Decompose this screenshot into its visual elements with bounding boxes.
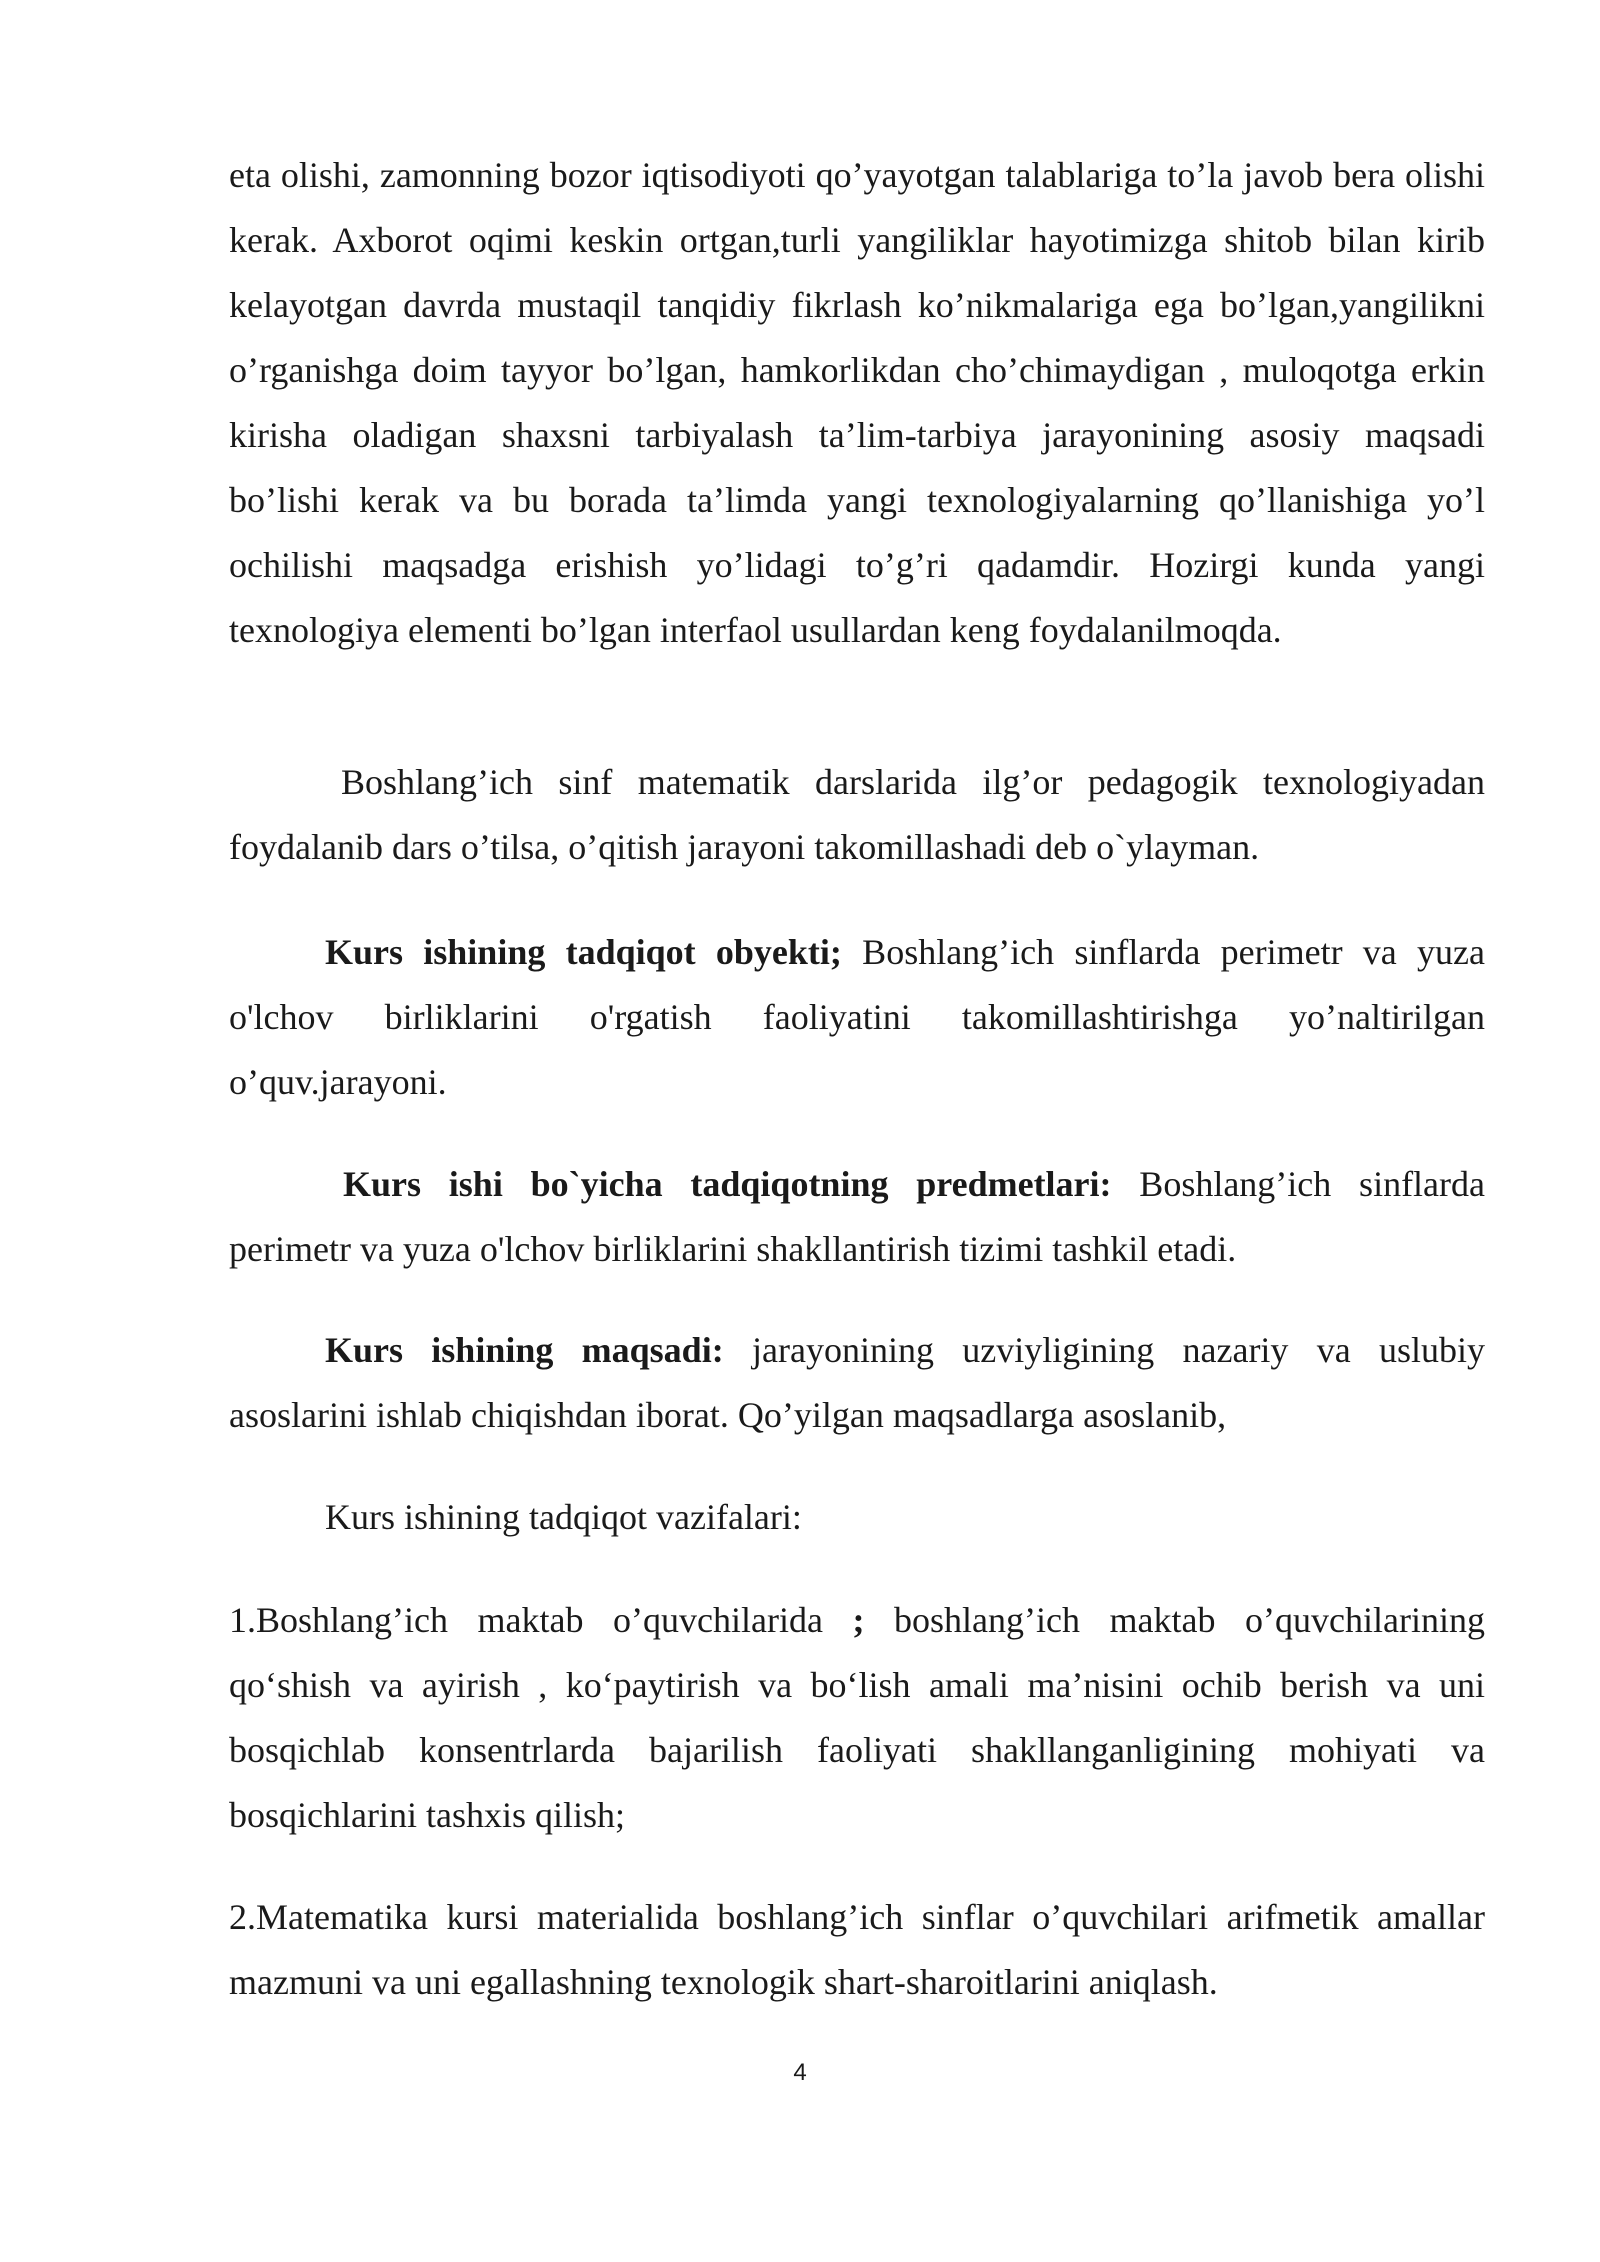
- task-item-1: [229, 1588, 1485, 1848]
- research-subject-body: Boshlang’ich sinflarda perimetr va yuza o'lchov birliklarini shakllantirish tizimi tashkil etadi.: [229, 1164, 1486, 1269]
- task-item-1-text: [229, 1588, 1485, 1848]
- task-item-2: [229, 1885, 1485, 2015]
- intro-paragraph: [229, 143, 1485, 663]
- research-object-paragraph: [229, 920, 1485, 1115]
- task-item-1-rest: boshlang’ich maktab o’quvchilarining qo‘shish va ayirish , ko‘paytirish va bo‘lish amali ma’nisini ochib berish va uni bosqichlab konsentrlarda bajarilish faoliyati shakllanganligining mohiyati va bosqichlarini tashxis qilish;: [229, 1600, 1485, 1835]
- research-object-body: Boshlang’ich sinflarda perimetr va yuza o'lchov birliklarini o'rgatish faoliyatini takomillashtirishga yo’naltirilgan o’quv.jarayoni.: [229, 932, 1486, 1102]
- research-goal-body: jarayonining uzviyligining nazariy va uslubiy asoslarini ishlab chiqishdan iborat. Qo’yilgan maqsadlarga asoslanib,: [229, 1330, 1486, 1435]
- task-item-2-text: 2.Matematika kursi materialida boshlang’ich sinflar o’quvchilari arifmetik amallar mazmuni va uni egallashning texnologik shart-sharoitlarini aniqlash.: [229, 1897, 1485, 2002]
- research-subject-label: Kurs ishi bo`yicha tadqiqotning predmetlari:: [343, 1164, 1112, 1204]
- research-goal-paragraph: [229, 1318, 1485, 1448]
- task-item-1-start: 1.Boshlang’ich maktab o’quvchilarida: [229, 1600, 853, 1640]
- research-object-label: Kurs ishining tadqiqot obyekti;: [325, 932, 842, 972]
- task-item-1-mark: ;: [852, 1600, 865, 1640]
- research-object-text: [229, 920, 1485, 1115]
- research-subject-text: [229, 1152, 1485, 1282]
- thought-paragraph-text: Boshlang’ich sinf matematik darslarida ilg’or pedagogik texnologiyadan foydalanib dars o’tilsa, o’qitish jarayoni takomillashadi deb o`ylayman.: [229, 762, 1485, 867]
- research-goal-text: [229, 1318, 1485, 1448]
- thought-paragraph: [229, 750, 1485, 880]
- intro-paragraph-text: eta olishi, zamonning bozor iqtisodiyoti qo’yayotgan talablariga to’la javob bera olishi kerak. Axborot oqimi keskin ortgan,turli yangiliklar hayotimizga shitob bilan kirib kelayotgan davrda mustaqil tanqidiy fikrlash ko’nikmalariga ega bo’lgan,yangilikni o’rganishga doim tayyor bo’lgan, hamkorlikdan cho’chimaydigan , muloqotga erkin kirisha oladigan shaxsni tarbiyalash ta’lim-tarbiya jarayonining asosiy maqsadi bo’lishi kerak va bu borada ta’limda yangi texnologiyalarning qo’llanishiga yo’l ochilishi maqsadga erishish yo’lidagi to’g’ri qadamdir. Hozirgi kunda yangi texnologiya elementi bo’lgan interfaol usullardan keng foydalanilmoqda.: [229, 155, 1485, 650]
- tasks-heading: Kurs ishining tadqiqot vazifalari:: [325, 1497, 802, 1537]
- research-goal-label: Kurs ishining maqsadi:: [325, 1330, 724, 1370]
- research-subject-paragraph: [229, 1152, 1485, 1282]
- page-number: 4: [793, 2059, 807, 2086]
- tasks-heading-paragraph: [229, 1485, 1485, 1550]
